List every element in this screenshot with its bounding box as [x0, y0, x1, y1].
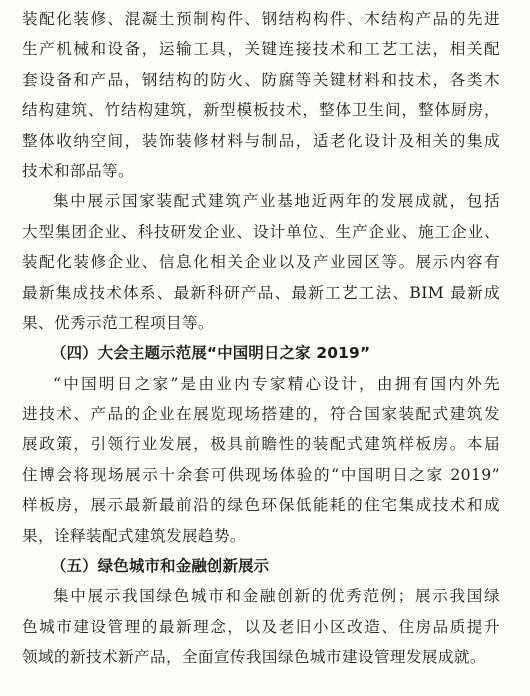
body-text-line: 套设备和产品，钢结构的防火、防腐等关键材料和技术，各类木 [22, 70, 500, 89]
body-text-line: 进技术、产品的企业在展览现场搭建的，符合国家装配式建筑发 [22, 405, 500, 424]
body-text-line: 整体收纳空间，装饰装修材料与制品，适老化设计及相关的集成 [22, 131, 500, 150]
body-text-line: 大型集团企业、科技研发企业、设计单位、生产企业、施工企业、 [22, 222, 500, 241]
body-text-line: “中国明日之家”是由业内专家精心设计，由拥有国内外先 [53, 374, 500, 393]
body-text-line: 果、优秀示范工程项目等。 [22, 313, 214, 332]
body-text-line: 住博会将现场展示十余套可供现场体验的“中国明日之家 2019” [22, 465, 500, 484]
body-text-line: 装配化装修、混凝土预制构件、钢结构构件、木结构产品的先进 [22, 10, 500, 28]
body-text-line: 色城市建设管理的最新理念，以及老旧小区改造、住房品质提升 [22, 617, 500, 636]
body-text-line: 集中展示我国绿色城市和金融创新的优秀范例；展示我国绿 [53, 587, 500, 606]
body-text-line: 集中展示国家装配式建筑产业基地近两年的发展成就，包括 [53, 192, 500, 211]
body-text-line: 最新集成技术体系、最新科研产品、最新工艺工法、BIM 最新成 [22, 283, 500, 302]
body-text-line: 生产机械和设备，运输工具，关键连接技术和工艺工法，相关配 [22, 40, 500, 59]
section-heading: （五）绿色城市和金融创新展示 [51, 557, 270, 576]
body-text-line: 领域的新技术新产品，全面宣传我国绿色城市建设管理发展成就。 [22, 648, 486, 667]
body-text-line: 展政策，引领行业发展，极具前瞻性的装配式建筑样板房。本届 [22, 435, 500, 454]
body-text-line: 果，诠释装配式建筑发展趋势。 [22, 526, 246, 545]
body-text-line: 技术和部品等。 [22, 161, 134, 180]
body-text-line: 结构建筑、竹结构建筑，新型模板技术，整体卫生间，整体厨房， [22, 101, 500, 120]
section-heading: （四）大会主题示范展“中国明日之家 2019” [51, 344, 371, 363]
body-text-line: 样板房，展示最新最前沿的绿色环保低能耗的住宅集成技术和成 [22, 496, 500, 515]
body-text-line: 装配化装修企业、信息化相关企业以及产业园区等。展示内容有 [22, 253, 500, 272]
